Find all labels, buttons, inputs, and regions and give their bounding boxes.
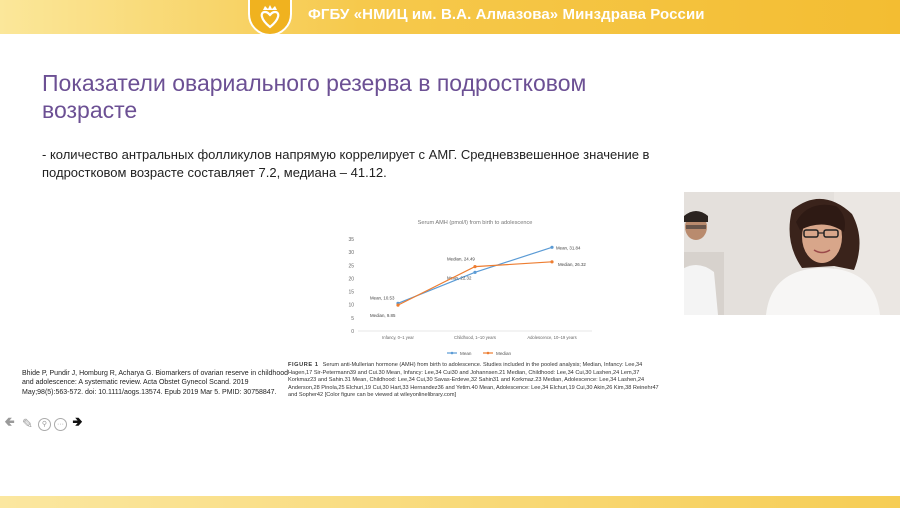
webcam-frame-image xyxy=(684,192,900,315)
more-icon[interactable]: ··· xyxy=(54,418,67,431)
legend-label: Median xyxy=(496,350,512,356)
x-tick-label: Infancy, 0–1 year xyxy=(382,335,414,340)
data-point-mean xyxy=(550,246,553,249)
data-label: Median, 26.32 xyxy=(558,261,586,267)
data-point-median xyxy=(473,265,476,268)
x-tick-label: Childhood, 1–10 years xyxy=(454,335,496,340)
y-tick-label: 0 xyxy=(351,329,354,335)
data-point-median xyxy=(396,304,399,307)
data-label: Median, 9.85 xyxy=(370,313,396,319)
chart-title: Serum AMH (pmol/l) from birth to adolescence xyxy=(417,220,533,226)
legend-marker-mean xyxy=(451,352,454,355)
data-label: Median, 24.49 xyxy=(447,256,475,262)
slide-title: Показатели овариального резерва в подростковом возрасте xyxy=(42,70,587,123)
arrow-right-icon[interactable]: 🢂 xyxy=(72,414,83,429)
series-line-mean xyxy=(398,247,552,303)
slide-body-text: - количество антральных фолликулов напрямую коррелирует с АМГ. Средневзвешенное значение в подростковом возрасте составляет 7.2, медиана – 41.12. xyxy=(42,147,650,180)
amh-line-chart xyxy=(342,213,602,361)
webcam-video-tile xyxy=(684,192,900,315)
y-tick-label: 5 xyxy=(351,315,354,322)
data-label: Mean, 10.53 xyxy=(370,295,395,301)
series-line-median xyxy=(398,262,552,305)
pen-icon[interactable]: ✎ xyxy=(22,416,33,431)
y-tick-label: 30 xyxy=(348,250,354,257)
figure-caption-text: Serum anti-Mullerian hormone (AMH) from birth to adolescence. Studies included in the pooled analysis; Median, Infancy: Lee,34 Hagen,17 Sir-Petermann39 and Cui.30 Mean, Infancy: Lee,34 Cui30 and Johannsen.21 Median, Childhood: Lee,34 Cui,30 Lashen,24 Lem,37 Korkmaz23 and Sahin.31 Mean, Childhood: Lee,34 Cui,30 Savas-Erdeve,32 Sahin31 and Korkmaz.23 Median, Adolescence: Lee,34 Lashen,24 Anderson,28 Pinola,25 Elchuri,19 Cui,30 Hart,33 Hernandez36 and Yetim.40 Mean, Adolescence: Lee,34 Elchuri,19 Cui,30 Akin,26 Kim,38 Reinehr47 and Sopher42 [Color figure can be viewed at wileyonlinelibrary.com] xyxy=(288,362,659,399)
footer-bar xyxy=(0,496,900,508)
heart-crown-logo-icon xyxy=(248,0,292,36)
x-tick-label: Adolescence, 10–19 years xyxy=(527,335,577,340)
data-point-median xyxy=(550,260,553,263)
zoom-icon[interactable]: ⚲ xyxy=(38,418,51,431)
y-tick-label: 15 xyxy=(348,289,354,296)
legend-marker-median xyxy=(487,352,490,355)
data-label: Mean, 31.84 xyxy=(556,245,581,251)
organization-name: ФГБУ «НМИЦ им. В.А. Алмазова» Минздрава России xyxy=(308,6,705,23)
header-bar xyxy=(0,0,900,34)
data-point-mean xyxy=(473,271,476,274)
citation-text: Bhide P, Pundir J, Homburg R, Acharya G. Biomarkers of ovarian reserve in childhood and adolescence: A systematic review. Acta Obstet Gynecol Scand. 2019 May;98(5):563-572. doi: 10.1111/aogs.13574. Epub 2019 Mar 5. PMID: 30758847. xyxy=(22,370,288,396)
y-tick-label: 20 xyxy=(348,276,354,283)
data-label: Mean, 22.32 xyxy=(447,275,472,281)
figure-caption xyxy=(288,362,660,400)
figure-label: FIGURE 1 xyxy=(288,362,319,368)
y-tick-label: 25 xyxy=(348,263,354,270)
slide-toolbar xyxy=(2,415,85,433)
y-tick-label: 10 xyxy=(348,302,354,309)
y-tick-label: 35 xyxy=(348,237,354,243)
arrow-left-icon[interactable]: 🢀 xyxy=(4,414,15,429)
legend-label: Mean xyxy=(460,350,472,356)
